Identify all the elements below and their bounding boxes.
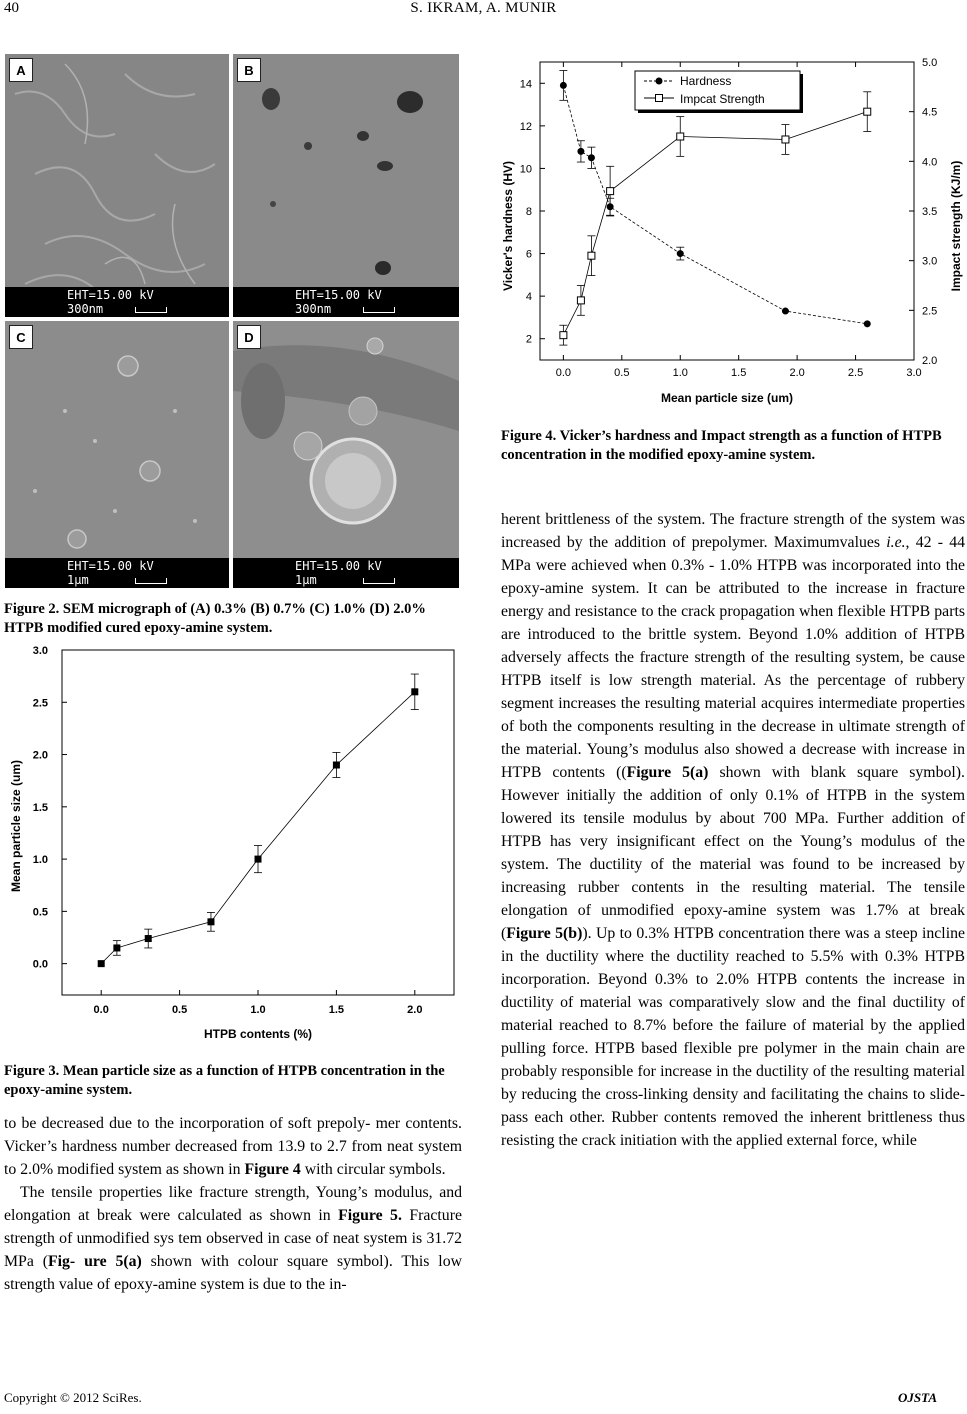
sem-texture-b bbox=[233, 54, 459, 317]
figure-2 bbox=[5, 54, 459, 588]
x-tick-label: 3.0 bbox=[906, 367, 922, 379]
sem-info-bar-b bbox=[233, 287, 459, 317]
figure-4-caption: Figure 4. Vicker’s hardness and Impact strength as a function of HTPB concentration in the modified epoxy-amine system. bbox=[501, 428, 942, 463]
figure-5a-reference[interactable]: Fig- bbox=[47, 1253, 76, 1270]
data-point bbox=[98, 960, 105, 967]
figure-5a-reference[interactable]: Figure 5(a) bbox=[626, 764, 709, 781]
y-tick-label: 0.5 bbox=[32, 906, 48, 919]
impact-data-point bbox=[577, 297, 584, 304]
y-tick-label: 0.0 bbox=[32, 958, 48, 971]
sem-texture-d bbox=[233, 321, 459, 588]
scale-label-c: 1μm bbox=[67, 573, 89, 587]
data-point bbox=[207, 918, 214, 925]
paragraph: The tensile properties like fracture strength, Young’s modulus, and elongation at break were calculated as shown in Figure 5. Fracture strength of unmodified sys tem observed in case of neat system is 31.72 MPa (Fig- ure 5(a) shown with colour square symbol). This low strength value of epoxy-amine system is due to the in- bbox=[4, 1184, 462, 1293]
y-tick-label: 10 bbox=[519, 163, 532, 176]
x-tick-label: 1.0 bbox=[672, 367, 688, 379]
scale-bar-c bbox=[135, 578, 167, 584]
hardness-data-point bbox=[782, 308, 789, 315]
x-tick-label: 0.5 bbox=[614, 367, 630, 379]
legend-label-impact: Impcat Strength bbox=[680, 92, 765, 106]
y-tick-label: 2.0 bbox=[32, 749, 48, 762]
sem-panel-c bbox=[5, 321, 229, 588]
hardness-data-point bbox=[577, 148, 584, 155]
hardness-data-point bbox=[864, 320, 871, 327]
figure-2-caption: Figure 2. SEM micrograph of (A) 0.3% (B) 0.7% (C) 1.0% (D) 2.0% HTPB modified cured epoxy-amine system. bbox=[4, 601, 426, 636]
panel-label-b: B bbox=[237, 58, 261, 82]
x-tick-label: 0.0 bbox=[93, 1004, 109, 1016]
scale-bar-b bbox=[363, 307, 395, 313]
y2-tick-label: 4.0 bbox=[922, 156, 938, 169]
x-tick-label: 2.0 bbox=[407, 1004, 423, 1016]
impact-data-point bbox=[560, 332, 567, 339]
x-tick-label: 1.5 bbox=[731, 367, 747, 379]
impact-data-point bbox=[782, 136, 789, 143]
x-axis-label: HTPB contents (%) bbox=[204, 1027, 312, 1041]
y2-tick-label: 5.0 bbox=[922, 57, 938, 69]
x-tick-label: 0.5 bbox=[171, 1004, 188, 1016]
data-point bbox=[113, 944, 120, 951]
hardness-data-point bbox=[677, 250, 684, 257]
data-point bbox=[333, 762, 340, 769]
page-number: 40 bbox=[4, 0, 19, 16]
eht-label-a: EHT=15.00 kV bbox=[67, 288, 154, 302]
running-header-authors: S. IKRAM, A. MUNIR bbox=[410, 0, 557, 16]
figure-4-chart bbox=[496, 56, 966, 416]
x-tick-label: 0.0 bbox=[555, 367, 572, 379]
impact-data-point bbox=[677, 133, 684, 140]
series-line bbox=[101, 692, 415, 964]
y-axis-label: Mean particle size (um) bbox=[9, 759, 23, 893]
impact-series-line bbox=[563, 112, 867, 335]
scale-label-b: 300nm bbox=[295, 302, 332, 316]
sem-info-bar-d bbox=[233, 558, 459, 588]
panel-label-a: A bbox=[9, 58, 33, 82]
panel-label-d: D bbox=[237, 325, 261, 349]
figure-5a-reference-cont[interactable]: ure 5(a) bbox=[84, 1253, 142, 1270]
y-tick-label: 14 bbox=[519, 78, 532, 91]
y2-tick-label: 2.5 bbox=[922, 305, 938, 318]
panel-label-c: C bbox=[9, 325, 33, 349]
figure-5b-reference[interactable]: Figure 5(b) bbox=[506, 925, 583, 942]
sem-panel-b bbox=[233, 54, 459, 317]
x-tick-label: 1.5 bbox=[328, 1004, 345, 1016]
left-column-text bbox=[4, 1112, 462, 1296]
y-axis-label-left: Vicker's hardness (HV) bbox=[501, 160, 515, 292]
scale-label-a: 300nm bbox=[67, 302, 104, 316]
impact-data-point bbox=[607, 188, 614, 195]
y-tick-label: 3.0 bbox=[32, 645, 48, 657]
legend-marker-impact bbox=[656, 95, 663, 102]
legend-label-hardness: Hardness bbox=[680, 74, 732, 88]
plot-frame bbox=[62, 650, 454, 995]
eht-label-c: EHT=15.00 kV bbox=[67, 559, 154, 573]
figure-3-caption: Figure 3. Mean particle size as a function of HTPB concentration in the epoxy-amine system. bbox=[4, 1063, 445, 1098]
impact-data-point bbox=[588, 252, 595, 259]
sem-texture-c bbox=[5, 321, 229, 588]
impact-data-point bbox=[864, 108, 871, 115]
paragraph: herent brittleness of the system. The fracture strength of the system was increased by the addition of prepolymer. Maximumvalues i.e., 42 - 44 MPa were achieved when 0.3% - 1.0% HTPB was incorporated into the epoxy-amine system. It can be attributed to the increase in fracture energy and resistance to the crack propagation when flexible HTPB parts are introduced to the brittle system. Beyond 1.0% addition of HTPB adversely affects the fracture strength of the resulting system, be cause HTPB itself is low strength material. As the percentage of rubbery segment increases the resulting material acquires intermediate properties of both the components resulting in the decrease in ultimate strength of the material. Young’s modulus also showed a decrease with increase in HTPB contents ((Figure 5(a) shown with blank square symbol). However initially the addition of only 0.1% of HTPB in the system lowered its tensile modulus by about 700 MPa. Further addition of HTPB has very insignificant effect on the Young’s modulus of the system. The ductility of the material was found to be increased by increasing rubber contents in the resulting material. The tensile elongation of unmodified epoxy-amine system was 1.7% at break (Figure 5(b)). Up to 0.3% HTPB concentration there was a steep incline in the ductility where the ductility reached to 5.5% with 0.3% HTPB incorporation. Beyond 0.3% to 2.0% HTPB contents the increase in ductility of material was comparatively slow and the final ductility of material reached to 8.7% before the failure of material by the applied pulling force. HTPB based flexible pre polymer in the main chain are probably responsible for increase in the ductility of the resulting material by reducing the cross-linking density and facilitating the chains to slide-pass each other. Rubber contents removed the inherent brittleness thus resisting the crack initiation with the applied external force, while bbox=[501, 511, 965, 1149]
x-axis-label: Mean particle size (um) bbox=[660, 391, 794, 405]
legend bbox=[635, 71, 803, 113]
hardness-data-point bbox=[560, 82, 567, 89]
sem-info-bar-a bbox=[5, 287, 229, 317]
y-tick-label: 1.0 bbox=[32, 854, 48, 867]
paragraph: to be decreased due to the incorporation of soft prepoly- mer contents. Vicker’s hardness number decreased from 13.9 to 2.7 from neat system to 2.0% modified system as shown in Figure 4 with circular symbols. bbox=[4, 1115, 463, 1178]
y-tick-label: 2 bbox=[525, 333, 532, 346]
scale-bar-d bbox=[363, 578, 395, 584]
data-point bbox=[255, 856, 262, 863]
right-column-text bbox=[501, 508, 965, 1152]
eht-label-d: EHT=15.00 kV bbox=[295, 559, 382, 573]
data-point bbox=[411, 688, 418, 695]
journal-name: OJSTA bbox=[897, 1390, 937, 1405]
scale-label-d: 1μm bbox=[295, 573, 317, 587]
figure-4-reference[interactable]: Figure 4 bbox=[240, 1161, 301, 1178]
y-tick-label: 8 bbox=[525, 206, 532, 218]
scale-bar-a bbox=[135, 307, 167, 313]
y-tick-label: 2.5 bbox=[32, 697, 48, 710]
y-tick-label: 1.5 bbox=[32, 801, 48, 814]
y-tick-label: 4 bbox=[525, 291, 532, 304]
data-point bbox=[145, 935, 152, 942]
legend-marker-hardness bbox=[656, 78, 663, 85]
y-axis-label-right: Impact strength (KJ/m) bbox=[949, 160, 963, 292]
sem-texture-a bbox=[5, 54, 229, 317]
sem-panel-d bbox=[233, 321, 459, 588]
x-tick-label: 2.0 bbox=[789, 367, 805, 379]
sem-panel-a bbox=[5, 54, 229, 317]
y2-tick-label: 2.0 bbox=[922, 355, 938, 367]
x-tick-label: 2.5 bbox=[847, 367, 864, 379]
copyright: Copyright © 2012 SciRes. bbox=[4, 1390, 142, 1405]
sem-info-bar-c bbox=[5, 558, 229, 588]
hardness-data-point bbox=[588, 154, 595, 161]
y2-tick-label: 3.0 bbox=[922, 255, 938, 268]
y2-tick-label: 3.5 bbox=[922, 206, 938, 218]
x-tick-label: 1.0 bbox=[250, 1004, 266, 1016]
figure-5-reference[interactable]: Figure 5. bbox=[330, 1207, 402, 1224]
y2-tick-label: 4.5 bbox=[922, 106, 938, 119]
eht-label-b: EHT=15.00 kV bbox=[295, 288, 382, 302]
y-tick-label: 12 bbox=[519, 120, 532, 133]
y-tick-label: 6 bbox=[525, 248, 532, 261]
figure-3-chart bbox=[2, 638, 460, 1048]
